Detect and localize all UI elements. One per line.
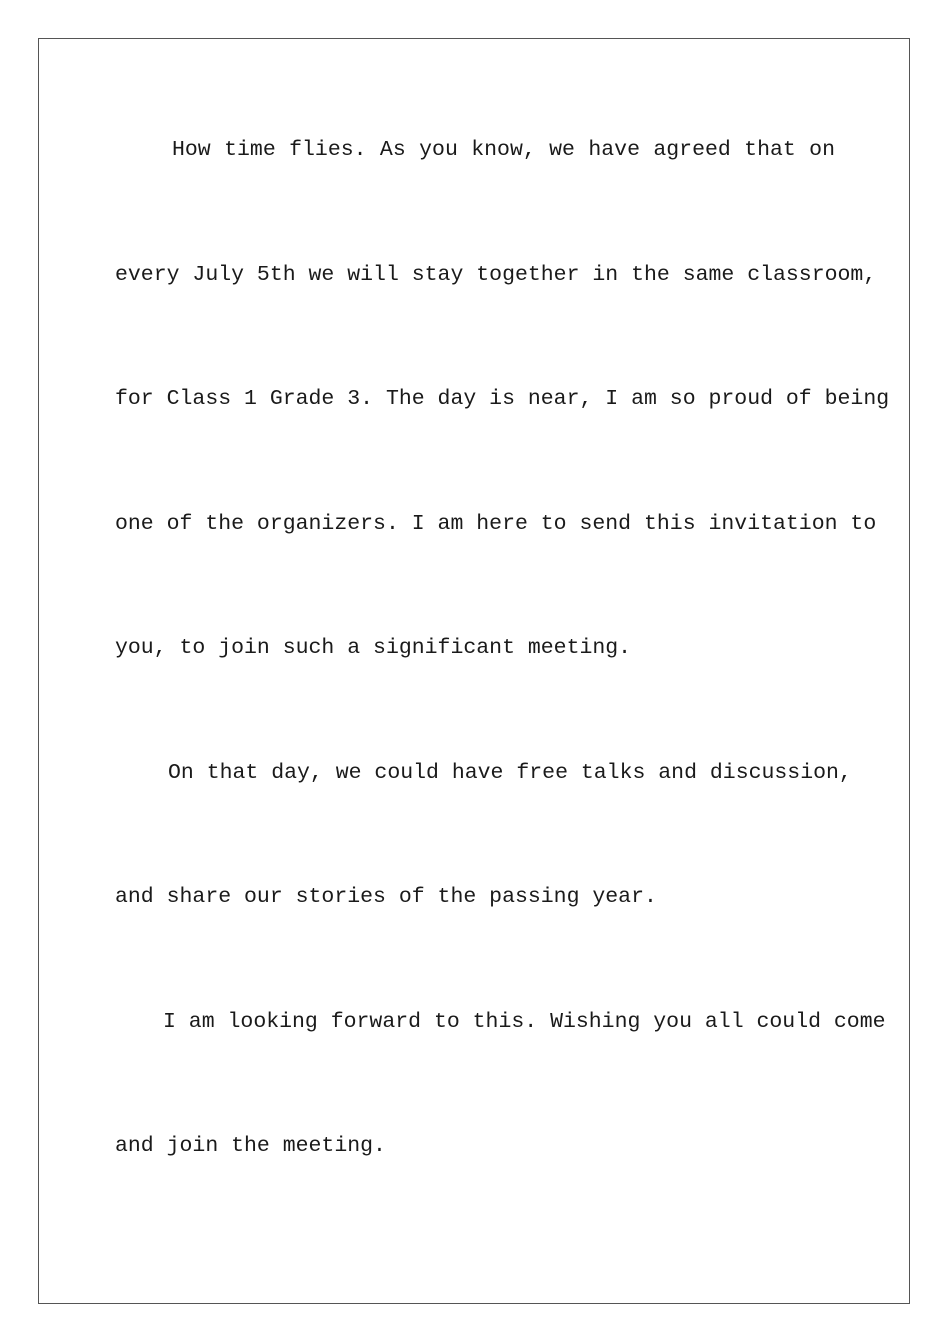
paragraph-2-line-2: and share our stories of the passing year. [115, 885, 657, 909]
paragraph-1-line-1: How time flies. As you know, we have agreed that on [172, 138, 835, 162]
paragraph-1-line-3: for Class 1 Grade 3. The day is near, I am so proud of being [115, 387, 890, 411]
paragraph-3-line-2: and join the meeting. [115, 1134, 386, 1158]
paragraph-2-line-1: On that day, we could have free talks and discussion, [168, 761, 852, 785]
paragraph-1-line-4: one of the organizers. I am here to send this invitation to [115, 512, 877, 536]
paragraph-1-line-2: every July 5th we will stay together in the same classroom, [115, 263, 877, 287]
page-frame [38, 38, 910, 1304]
paragraph-3-line-1: I am looking forward to this. Wishing you all could come [163, 1010, 886, 1034]
paragraph-1-line-5: you, to join such a significant meeting. [115, 636, 632, 660]
